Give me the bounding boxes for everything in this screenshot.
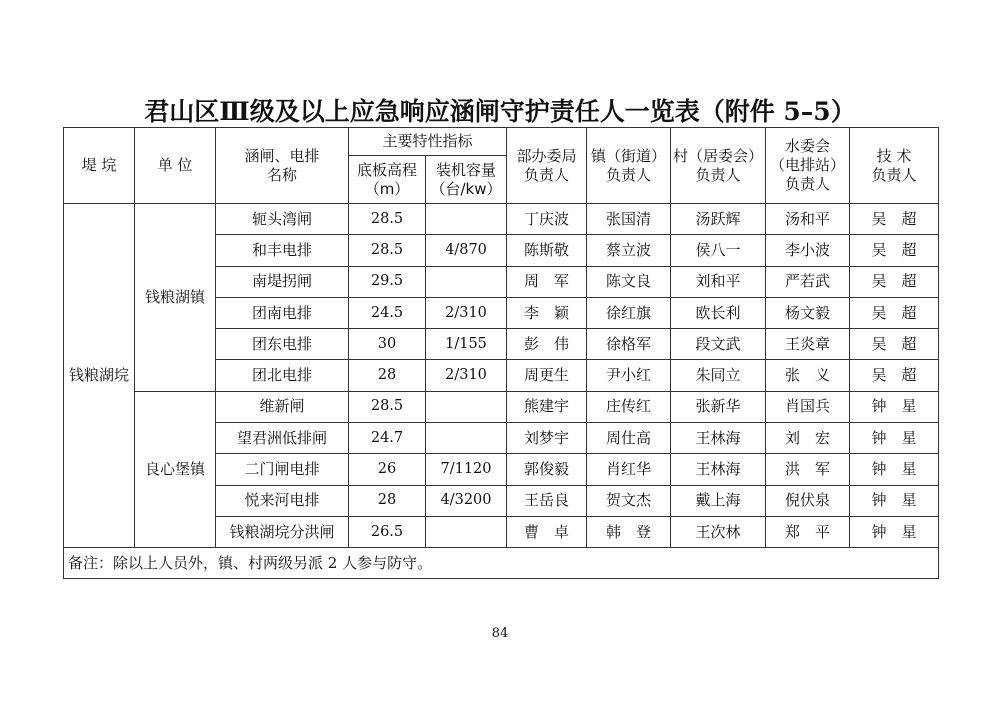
town-lead: 周仕高 (587, 423, 671, 454)
header-dept-lead: 部办委局 负责人 (507, 128, 587, 204)
unit-cell: 钱粮湖镇 (135, 204, 216, 392)
floor-elevation: 24.5 (349, 297, 426, 328)
tech-lead: 钟 星 (850, 516, 939, 547)
dept-lead: 曹 卓 (507, 516, 587, 547)
installed-capacity: 2/310 (426, 297, 507, 328)
floor-elevation: 28.5 (349, 235, 426, 266)
floor-elevation: 29.5 (349, 266, 426, 297)
dept-lead: 郭俊毅 (507, 454, 587, 485)
installed-capacity (426, 423, 507, 454)
village-lead: 汤跃辉 (671, 204, 766, 235)
installed-capacity (426, 204, 507, 235)
floor-elevation: 24.7 (349, 423, 426, 454)
installed-capacity: 1/155 (426, 329, 507, 360)
sluice-name: 团南电排 (216, 297, 349, 328)
table-row (64, 204, 939, 235)
floor-elevation: 28 (349, 360, 426, 391)
water-committee-lead: 严若武 (766, 266, 850, 297)
tech-lead: 吴 超 (850, 266, 939, 297)
header-installed-capacity: 装机容量 （台/kw） (426, 156, 507, 204)
village-lead: 侯八一 (671, 235, 766, 266)
dept-lead: 周更生 (507, 360, 587, 391)
unit-cell: 良心堡镇 (135, 391, 216, 547)
sluice-name: 维新闸 (216, 391, 349, 422)
installed-capacity (426, 516, 507, 547)
water-committee-lead: 肖国兵 (766, 391, 850, 422)
tech-lead: 钟 星 (850, 391, 939, 422)
table-row (64, 391, 939, 422)
village-lead: 王次林 (671, 516, 766, 547)
tech-lead: 钟 星 (850, 454, 939, 485)
floor-elevation: 28.5 (349, 391, 426, 422)
dept-lead: 熊建宇 (507, 391, 587, 422)
dept-lead: 丁庆波 (507, 204, 587, 235)
water-committee-lead: 张 义 (766, 360, 850, 391)
town-lead: 尹小红 (587, 360, 671, 391)
village-lead: 戴上海 (671, 485, 766, 516)
town-lead: 陈文良 (587, 266, 671, 297)
town-lead: 徐格军 (587, 329, 671, 360)
town-lead: 贺文杰 (587, 485, 671, 516)
sluice-name: 悦来河电排 (216, 485, 349, 516)
sluice-name: 轭头湾闸 (216, 204, 349, 235)
installed-capacity (426, 391, 507, 422)
water-committee-lead: 汤和平 (766, 204, 850, 235)
header-unit: 单 位 (135, 128, 216, 204)
village-lead: 王林海 (671, 454, 766, 485)
sluice-name: 团北电排 (216, 360, 349, 391)
dept-lead: 李 颖 (507, 297, 587, 328)
tech-lead: 吴 超 (850, 297, 939, 328)
water-committee-lead: 杨文毅 (766, 297, 850, 328)
sluice-name: 团东电排 (216, 329, 349, 360)
floor-elevation: 28.5 (349, 204, 426, 235)
sluice-name: 和丰电排 (216, 235, 349, 266)
town-lead: 肖红华 (587, 454, 671, 485)
water-committee-lead: 王炎章 (766, 329, 850, 360)
floor-elevation: 26.5 (349, 516, 426, 547)
floor-elevation: 26 (349, 454, 426, 485)
floor-elevation: 28 (349, 485, 426, 516)
tech-lead: 钟 星 (850, 485, 939, 516)
header-tech-lead: 技 术 负责人 (850, 128, 939, 204)
village-lead: 欧长利 (671, 297, 766, 328)
sluice-name: 南堤拐闸 (216, 266, 349, 297)
installed-capacity (426, 266, 507, 297)
town-lead: 韩 登 (587, 516, 671, 547)
town-lead: 庄传红 (587, 391, 671, 422)
village-lead: 张新华 (671, 391, 766, 422)
water-committee-lead: 郑 平 (766, 516, 850, 547)
dept-lead: 陈斯敬 (507, 235, 587, 266)
water-committee-lead: 李小波 (766, 235, 850, 266)
town-lead: 蔡立波 (587, 235, 671, 266)
dept-lead: 王岳良 (507, 485, 587, 516)
header-main-indicators: 主要特性指标 (349, 128, 507, 156)
village-lead: 段文武 (671, 329, 766, 360)
installed-capacity: 4/870 (426, 235, 507, 266)
installed-capacity: 2/310 (426, 360, 507, 391)
dept-lead: 彭 伟 (507, 329, 587, 360)
water-committee-lead: 倪伏泉 (766, 485, 850, 516)
installed-capacity: 7/1120 (426, 454, 507, 485)
town-lead: 徐红旗 (587, 297, 671, 328)
water-committee-lead: 刘 宏 (766, 423, 850, 454)
header-water-committee-lead: 水委会 （电排站） 负责人 (766, 128, 850, 204)
sluice-name: 望君洲低排闸 (216, 423, 349, 454)
village-lead: 王林海 (671, 423, 766, 454)
floor-elevation: 30 (349, 329, 426, 360)
tech-lead: 吴 超 (850, 235, 939, 266)
page-title: 君山区Ⅲ级及以上应急响应涵闸守护责任人一览表（附件 5–5） (144, 97, 856, 126)
remarks-note: 备注：除以上人员外，镇、村两级另派 2 人参与防守。 (64, 548, 939, 579)
tech-lead: 吴 超 (850, 360, 939, 391)
sluice-name: 钱粮湖垸分洪闸 (216, 516, 349, 547)
installed-capacity: 4/3200 (426, 485, 507, 516)
dept-lead: 周 军 (507, 266, 587, 297)
village-lead: 刘和平 (671, 266, 766, 297)
header-village-lead: 村（居委会） 负责人 (671, 128, 766, 204)
dept-lead: 刘梦宇 (507, 423, 587, 454)
village-lead: 朱同立 (671, 360, 766, 391)
page-number: 84 (491, 626, 509, 641)
dike-cell: 钱粮湖垸 (64, 204, 135, 548)
note-row (64, 548, 939, 579)
town-lead: 张国清 (587, 204, 671, 235)
header-floor-elevation: 底板高程 （m） (349, 156, 426, 204)
tech-lead: 吴 超 (850, 204, 939, 235)
sluice-name: 二门闸电排 (216, 454, 349, 485)
header-sluice-name: 涵闸、电排 名称 (216, 128, 349, 204)
header-town-lead: 镇（街道） 负责人 (587, 128, 671, 204)
tech-lead: 钟 星 (850, 423, 939, 454)
water-committee-lead: 洪 军 (766, 454, 850, 485)
responsibility-table (63, 127, 939, 579)
tech-lead: 吴 超 (850, 329, 939, 360)
header-dike: 堤 垸 (64, 128, 135, 204)
